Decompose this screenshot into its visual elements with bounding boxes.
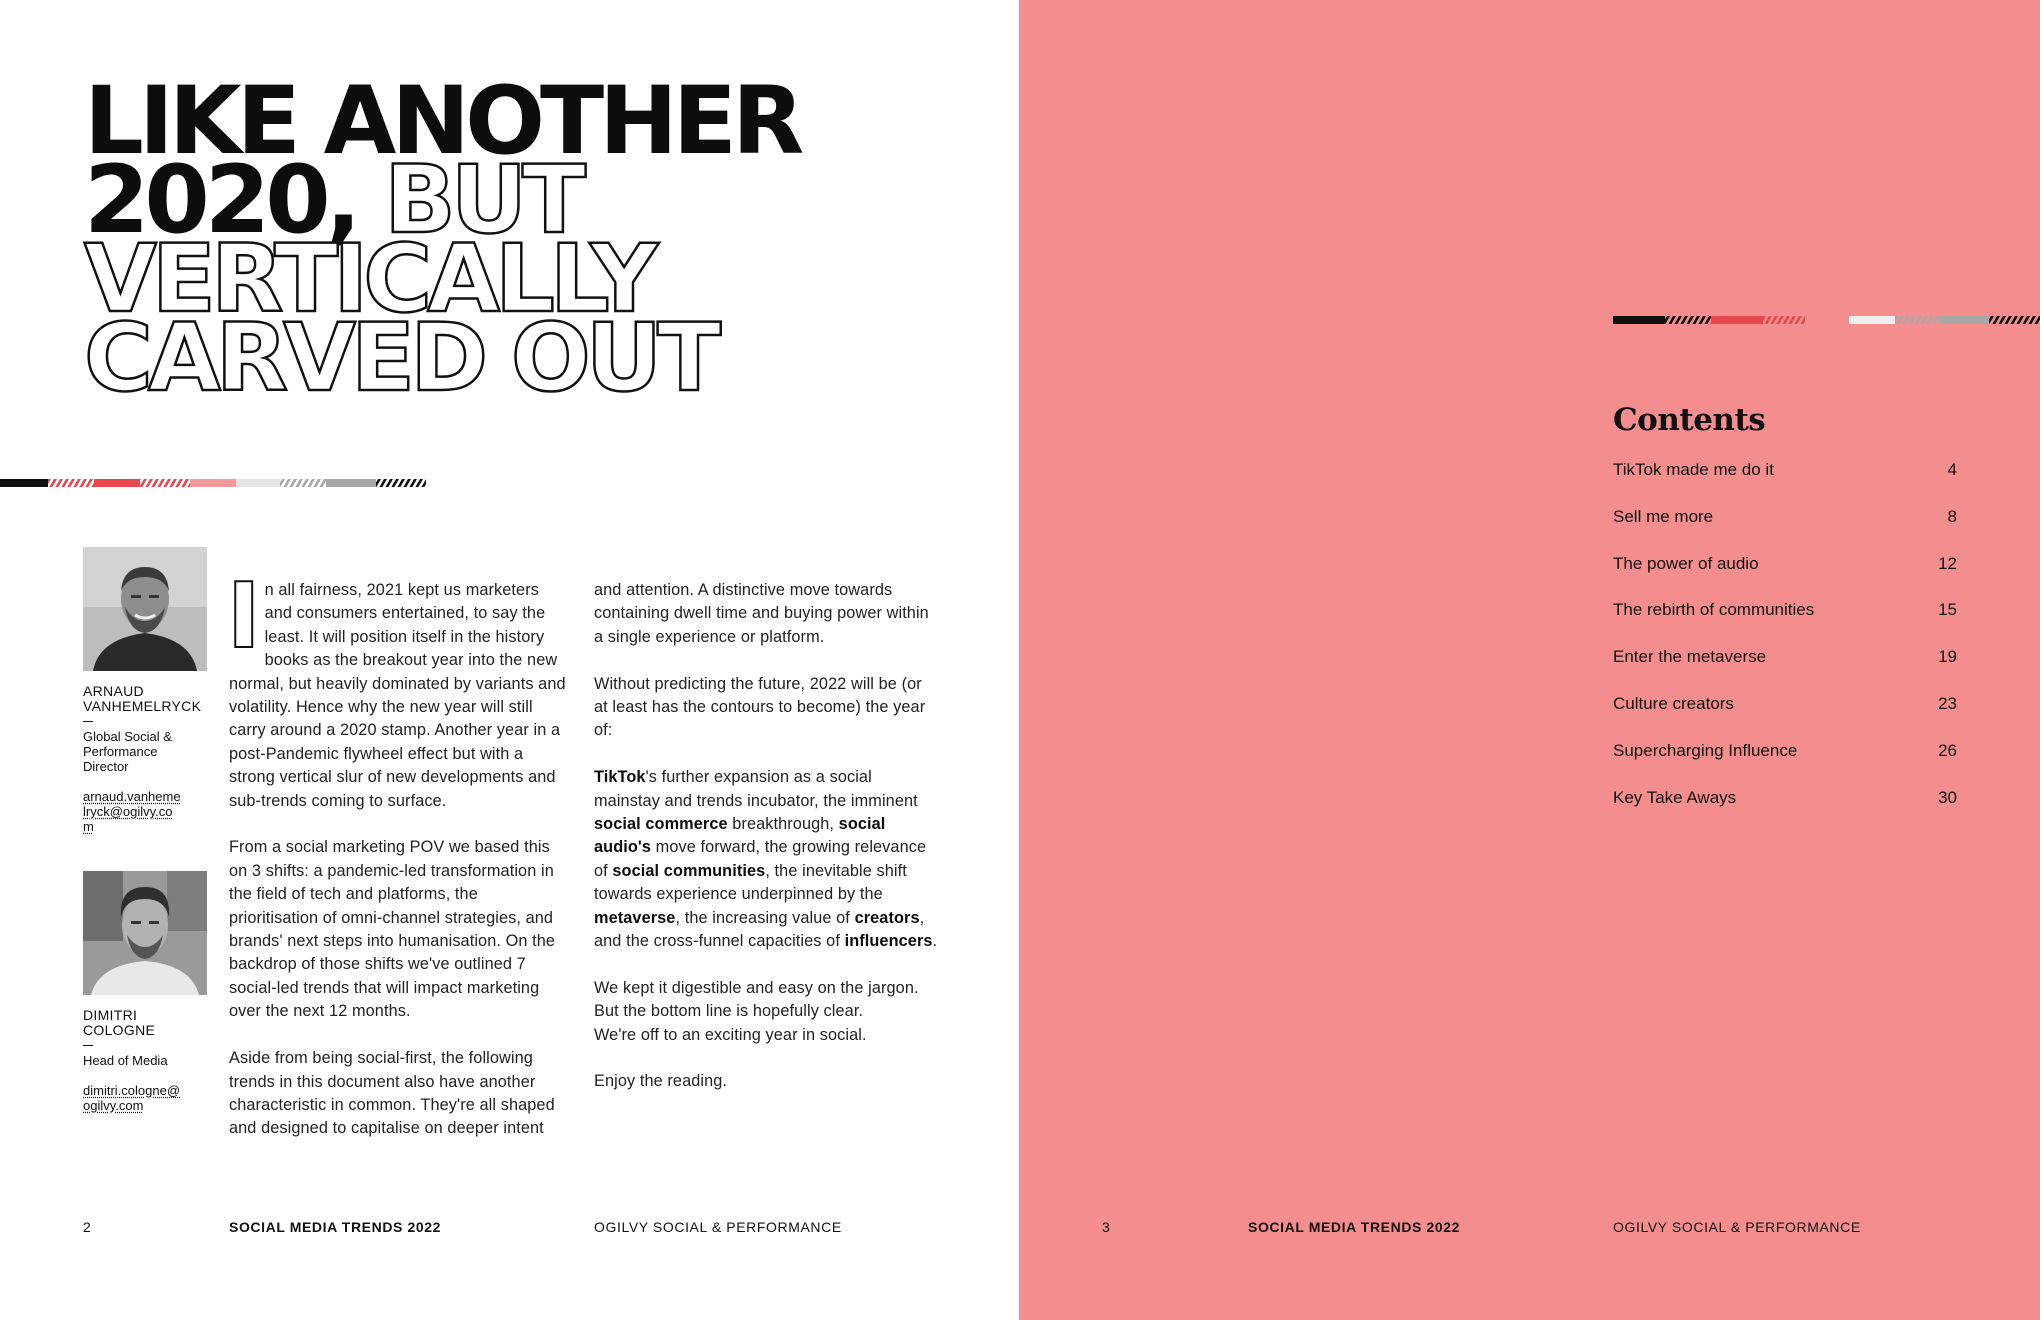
intro-column-2 — [594, 579, 938, 1117]
highlight-tiktok: TikTok — [594, 768, 646, 787]
headline-line-3: VERTICALLY — [84, 225, 654, 334]
author-name-arnaud: ARNAUD VANHEMELRYCK — [83, 683, 202, 714]
footer-page-number-left: 2 — [83, 1219, 92, 1235]
toc-item[interactable] — [1613, 788, 1957, 835]
text-run: , the inevitable shift towards experience underpinned by the — [594, 861, 907, 904]
footer-page-number-right: 3 — [1102, 1219, 1111, 1235]
author-divider — [83, 721, 93, 722]
toc-item[interactable] — [1613, 554, 1957, 601]
toc-item[interactable] — [1613, 741, 1957, 788]
toc-item[interactable] — [1613, 600, 1957, 647]
highlight-metaverse: metaverse — [594, 908, 676, 927]
toc-label: Enter the metaverse — [1613, 647, 1767, 667]
toc-label: Sell me more — [1613, 506, 1714, 526]
toc-page: 15 — [1938, 600, 1957, 620]
text-run: breakthrough, — [727, 815, 839, 834]
toc-item[interactable] — [1613, 694, 1957, 741]
intro-paragraph-4: and attention. A distinctive move towards containing dwell time and buying power within a single experience or platform. — [594, 581, 929, 646]
toc-page: 30 — [1938, 787, 1957, 807]
intro-paragraph-5: Without predicting the future, 2022 will be (or at least has the contours to become) the year of: — [594, 674, 926, 740]
intro-paragraph-1 — [227, 564, 571, 813]
toc-item[interactable] — [1613, 460, 1957, 507]
text-run: , the increasing value of — [675, 908, 855, 927]
text-line: We're off to an exciting year in social. — [594, 1025, 867, 1044]
intro-column-1 — [227, 564, 571, 1164]
toc-label: TikTok made me do it — [1613, 460, 1774, 479]
toc-item[interactable] — [1613, 647, 1957, 694]
headline-line-4: CARVED OUT — [84, 304, 717, 413]
trends-paragraph — [594, 766, 938, 953]
decorative-stripe-left — [0, 479, 428, 487]
text-run: 's further expansion as a social mainstay and trends incubator, the imminent — [594, 768, 918, 810]
author-role-dimitri: Head of Media — [83, 1053, 168, 1068]
toc-page: 4 — [1947, 460, 1957, 479]
toc-page: 23 — [1938, 693, 1957, 713]
table-of-contents — [1613, 460, 1957, 834]
highlight-social-communities: social communities — [612, 861, 766, 880]
author-name-dimitri: DIMITRI COLOGNE — [83, 1007, 156, 1038]
footer-title-right: SOCIAL MEDIA TRENDS 2022 — [1248, 1219, 1460, 1235]
footer-brand-right: OGILVY SOCIAL & PERFORMANCE — [1613, 1219, 1861, 1235]
highlight-creators: creators — [854, 908, 920, 927]
author-role-arnaud: Global Social & Performance Director — [83, 729, 172, 774]
intro-paragraph-7 — [594, 977, 938, 1047]
footer-title-left: SOCIAL MEDIA TRENDS 2022 — [229, 1219, 441, 1235]
intro-paragraph-3: Aside from being social-first, the following trends in this document also have another characteristic in common. They're all shaped and designed to capitalise on deeper intent — [229, 1049, 555, 1138]
headline — [84, 67, 800, 413]
headline-outline-but: BUT — [384, 146, 582, 255]
drop-cap: I — [227, 564, 261, 669]
highlight-influencers: influencers — [844, 932, 933, 951]
author-divider — [83, 1045, 93, 1046]
text-line: We kept it digestible and easy on the jargon. — [594, 978, 919, 997]
intro-paragraph-1-text: n all fairness, 2021 kept us marketers and consumers entertained, to say the least. It will position itself in the history books as the breakout year into the new normal, but heavily dominated by variants and volatility. Hence why the new year will still carry around a 2020 stamp. Another year in a post-Pandemic flywheel effect but with a strong vertical slur of new developments and sub-trends coming to surface. — [229, 581, 566, 810]
contents-title: Contents — [1613, 402, 1766, 438]
text-run: . — [932, 932, 938, 951]
author-photo-arnaud — [83, 547, 207, 671]
author-email-dimitri[interactable]: dimitri.cologne@ogilvy.com — [83, 1083, 181, 1113]
closing-line: Enjoy the reading. — [594, 1072, 728, 1091]
toc-page: 12 — [1938, 553, 1957, 573]
author-photo-dimitri — [83, 871, 207, 995]
toc-label: Key Take Aways — [1613, 787, 1737, 807]
toc-label: Culture creators — [1613, 693, 1734, 713]
headline-line-1: LIKE ANOTHER — [84, 67, 800, 176]
headline-solid-2020: 2020, — [84, 146, 357, 255]
toc-page: 19 — [1938, 647, 1957, 667]
footer-brand-left: OGILVY SOCIAL & PERFORMANCE — [594, 1219, 842, 1235]
text-run: , and the cross-funnel capacities of — [594, 908, 925, 951]
toc-page: 26 — [1938, 740, 1957, 760]
toc-label: Supercharging Influence — [1613, 740, 1798, 760]
text-run: move forward, the growing relevance of — [594, 838, 927, 880]
toc-label: The power of audio — [1613, 553, 1759, 573]
highlight-social-audio: social audio's — [594, 815, 886, 857]
author-email-arnaud[interactable]: arnaud.vanhemelryck@ogilvy.com — [83, 789, 181, 834]
highlight-social-commerce: social commerce — [594, 815, 728, 834]
decorative-stripe-right — [1613, 316, 2040, 324]
toc-label: The rebirth of communities — [1613, 600, 1815, 620]
toc-page: 8 — [1947, 506, 1957, 526]
toc-item[interactable] — [1613, 507, 1957, 554]
intro-paragraph-2: From a social marketing POV we based this on 3 shifts: a pandemic-led transformation in the field of tech and platforms, the prioritisation of omni-channel strategies, and brands' next steps into humanisation. On the backdrop of those shifts we've outlined 7 social-led trends that will impact marketing over the next 12 months. — [229, 838, 556, 1021]
text-line: But the bottom line is hopefully clear. — [594, 1002, 864, 1021]
